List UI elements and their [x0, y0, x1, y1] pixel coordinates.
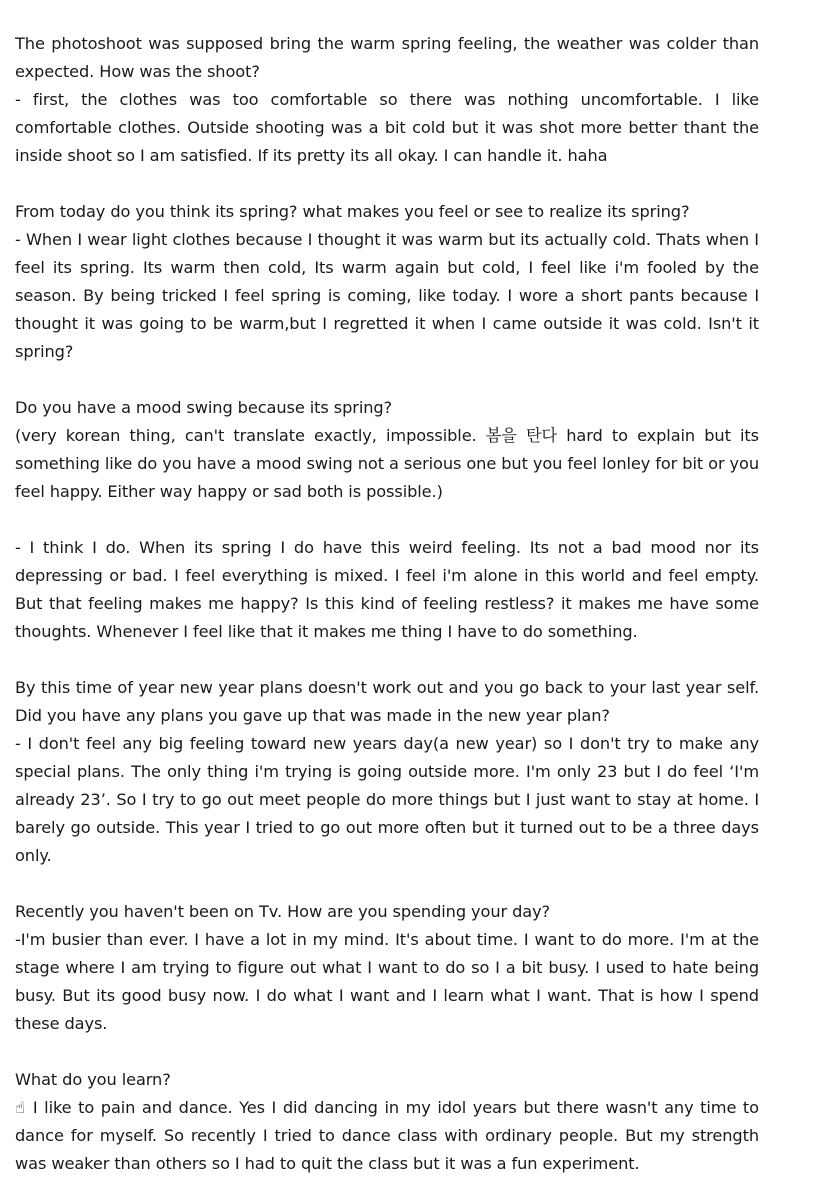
- question-learn: What do you learn?: [15, 1070, 171, 1089]
- question-new-year: By this time of year new year plans doesn't work out and you go back to your last year self. Did you have any plans you gave up that was made in the new year plan?: [15, 678, 759, 725]
- question-mood-swing: Do you have a mood swing because its spring?: [15, 398, 393, 417]
- question-photoshoot: The photoshoot was supposed bring the warm spring feeling, the weather was colder than expected. How was the shoot?: [15, 34, 759, 81]
- paragraph-spacer: [15, 366, 759, 394]
- paragraph-spacer: [15, 870, 759, 898]
- answer-learn: ☝ I like to pain and dance. Yes I did dancing in my idol years but there wasn't any time to dance for myself. So recently I tried to dance class with ordinary people. But my strength was weaker than others so I had to quit the class but it was a fun experiment.: [15, 1098, 759, 1173]
- answer-photoshoot: - first, the clothes was too comfortable so there was nothing uncomfortable. I like comfortable clothes. Outside shooting was a bit cold but it was shot more better thant the inside shoot so I am satisfied. If its pretty its all okay. I can handle it. haha: [15, 90, 759, 165]
- paragraph-spacer: [15, 1038, 759, 1066]
- answer-new-year: - I don't feel any big feeling toward new years day(a new year) so I don't try to make any special plans. The only thing i'm trying is going outside more. I'm only 23 but I do feel ‘I'm already 23’. So I try to go out meet people do more things but I just want to stay at home. I barely go outside. This year I tried to go out more often but it turned out to be a three days only.: [15, 734, 759, 865]
- note-mood-swing: (very korean thing, can't translate exactly, impossible. 봄을 탄다 hard to explain but its something like do you have a mood swing not a serious one but you feel lonley for bit or you feel happy. Either way happy or sad both is possible.): [15, 426, 759, 501]
- paragraph-spacer: [15, 646, 759, 674]
- paragraph-spacer: [15, 170, 759, 198]
- paragraph-spacer: [15, 506, 759, 534]
- question-spring: From today do you think its spring? what makes you feel or see to realize its spring?: [15, 202, 690, 221]
- document-body: [15, 30, 759, 1178]
- answer-mood-swing: - I think I do. When its spring I do have this weird feeling. Its not a bad mood nor its depressing or bad. I feel everything is mixed. I feel i'm alone in this world and feel empty. But that feeling makes me happy? Is this kind of feeling restless? it makes me have some thoughts. Whenever I feel like that it makes me thing I have to do something.: [15, 538, 759, 641]
- question-tv: Recently you haven't been on Tv. How are you spending your day?: [15, 902, 551, 921]
- answer-tv: -I'm busier than ever. I have a lot in my mind. It's about time. I want to do more. I'm at the stage where I am trying to figure out what I want to do so I a bit busy. I used to hate being busy. But its good busy now. I do what I want and I learn what I want. That is how I spend these days.: [15, 930, 759, 1033]
- answer-spring: - When I wear light clothes because I thought it was warm but its actually cold. Thats when I feel its spring. Its warm then cold, Its warm again but cold, I feel like i'm fooled by the season. By being tricked I feel spring is coming, like today. I wore a short pants because I thought it was going to be warm,but I regretted it when I came outside it was cold. Isn't it spring?: [15, 230, 759, 361]
